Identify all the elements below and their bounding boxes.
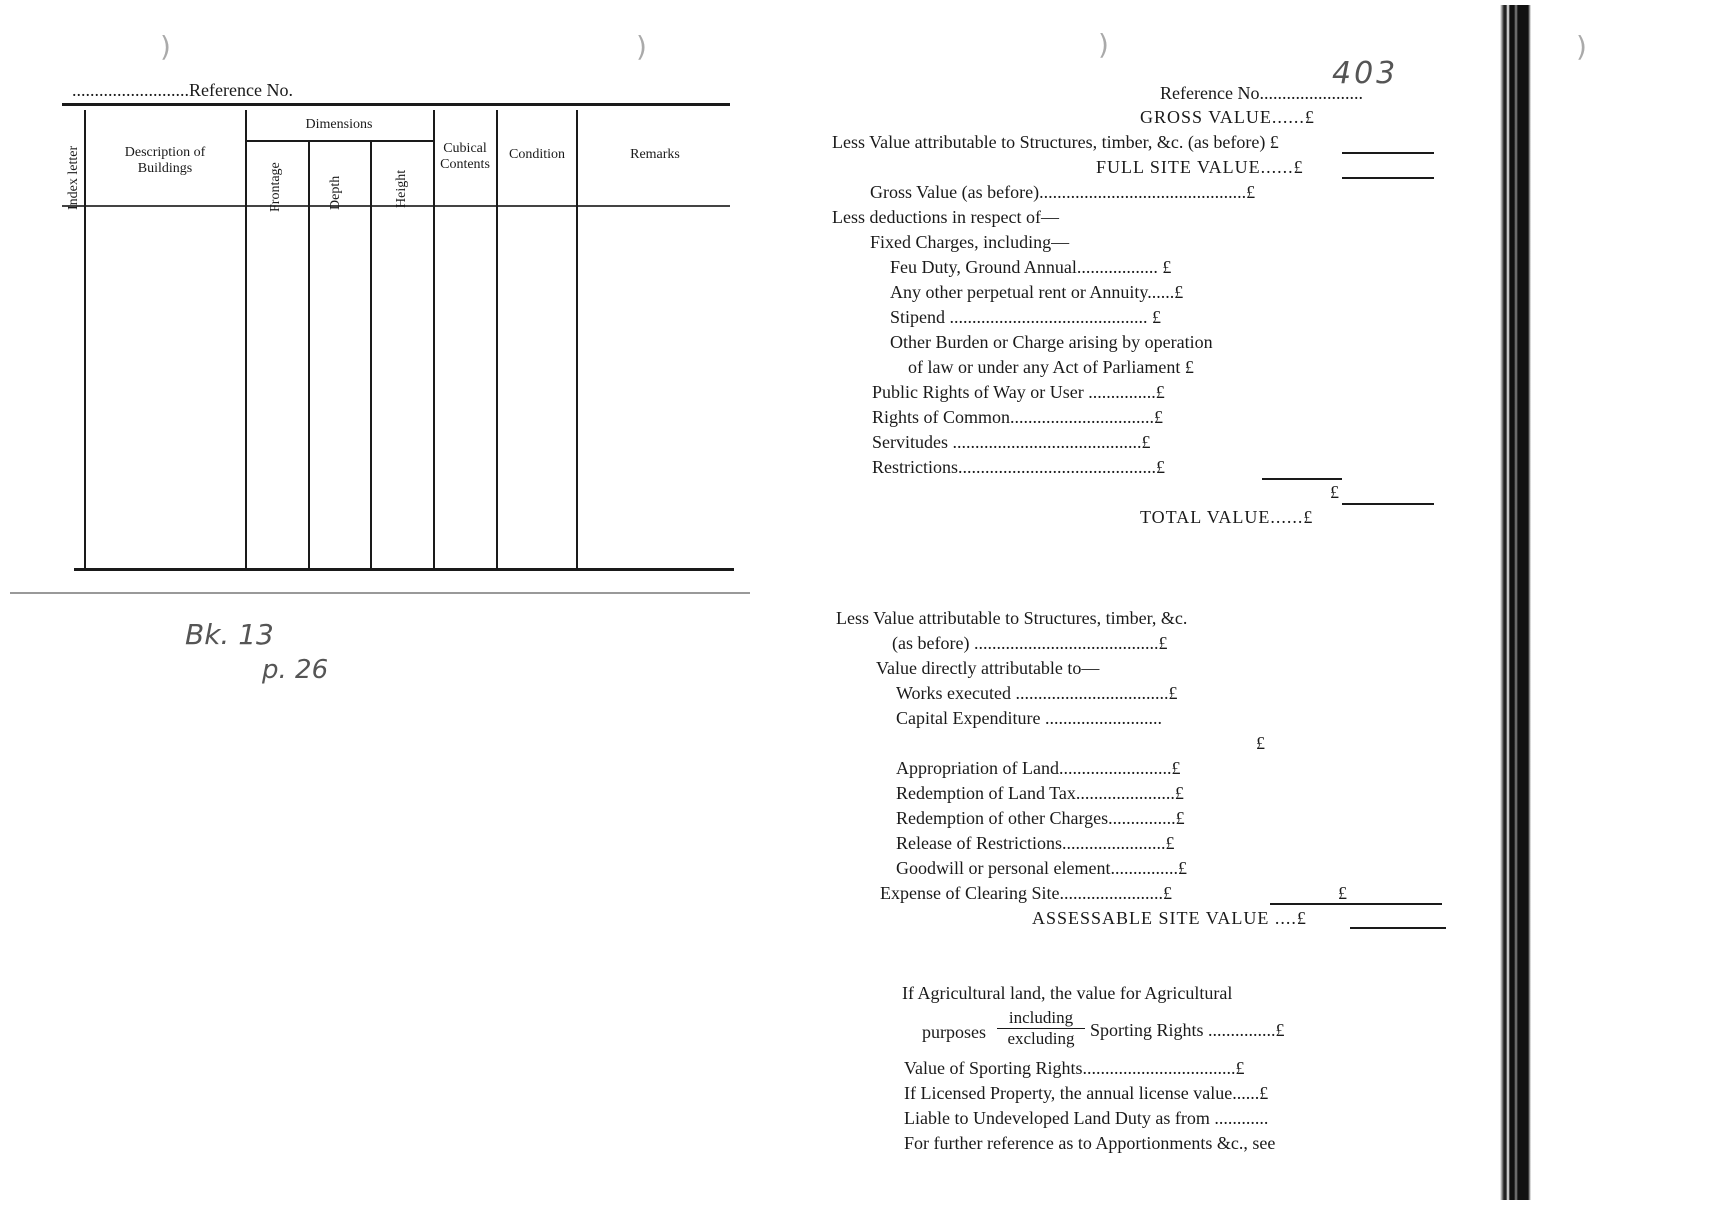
amount-rule — [1342, 503, 1434, 505]
restrictions-line: Restrictions............................................£ — [872, 457, 1165, 477]
including-excluding-fraction — [997, 1008, 1085, 1049]
full-site-value-line: FULL SITE VALUE......£ — [1096, 157, 1304, 177]
remarks-header: Remarks — [630, 147, 680, 162]
goodwill-line: Goodwill or personal element...............£ — [896, 858, 1187, 878]
stipend-line: Stipend ............................................ £ — [890, 307, 1162, 327]
other-burden-line-1: Other Burden or Charge arising by operation — [890, 332, 1213, 352]
left-reference-label: ..........................Reference No. — [72, 80, 293, 100]
redemption-tax-line: Redemption of Land Tax......................£ — [896, 783, 1184, 803]
condition-header: Condition — [508, 147, 565, 162]
release-restrictions-line: Release of Restrictions.......................£ — [896, 833, 1175, 853]
assessable-site-value-line: ASSESSABLE SITE VALUE ....£ — [1032, 908, 1307, 928]
right-reference-label: Reference No....................... — [1160, 83, 1363, 103]
table-bottom-rule — [74, 568, 734, 571]
less-structures-line: Less Value attributable to Structures, timber, &c. (as before) £ — [832, 132, 1279, 152]
sporting-rights-line: Sporting Rights ...............£ — [1090, 1020, 1285, 1040]
gross-value-line: GROSS VALUE......£ — [1140, 107, 1315, 127]
public-rights-line: Public Rights of Way or User ...............£ — [872, 382, 1165, 402]
punch-hole-mark: ) — [1098, 28, 1109, 61]
appropriation-line: Appropriation of Land.........................£ — [896, 758, 1181, 778]
description-header: Description of Buildings — [124, 145, 206, 176]
other-burden-line-2: of law or under any Act of Parliament £ — [908, 357, 1194, 377]
table-column-rule — [370, 140, 372, 570]
depth-header: Depth — [328, 175, 343, 210]
fixed-charges-line: Fixed Charges, including— — [870, 232, 1070, 252]
including-label: including — [997, 1008, 1085, 1029]
table-column-rule — [245, 110, 247, 570]
subtotal-rule — [1262, 478, 1342, 480]
total-value-line: TOTAL VALUE......£ — [1140, 507, 1314, 527]
table-column-rule — [84, 110, 86, 570]
table-column-rule — [576, 110, 578, 570]
excluding-label: excluding — [1007, 1029, 1075, 1048]
punch-hole-mark: ) — [1576, 30, 1587, 63]
amount-rule — [1270, 903, 1442, 905]
dimensions-header: Dimensions — [305, 117, 373, 132]
table-top-rule — [62, 103, 730, 106]
as-before-line: (as before) .........................................£ — [892, 633, 1168, 653]
less-structures-2-line: Less Value attributable to Structures, timber, &c. — [836, 608, 1188, 628]
purposes-label: purposes — [922, 1022, 986, 1042]
value-directly-line: Value directly attributable to— — [876, 658, 1100, 678]
further-reference-line: For further reference as to Apportionments &c., see — [904, 1133, 1276, 1153]
feu-duty-line: Feu Duty, Ground Annual.................. £ — [890, 257, 1172, 277]
amount-rule — [1342, 177, 1434, 179]
gross-value-before-line: Gross Value (as before)..............................................£ — [870, 182, 1256, 202]
agricultural-line: If Agricultural land, the value for Agricultural — [902, 983, 1233, 1003]
handwritten-book-note: Bk. 13 — [185, 618, 274, 651]
amount-rule — [1350, 927, 1446, 929]
punch-hole-mark: ) — [636, 30, 647, 63]
less-deductions-line: Less deductions in respect of— — [832, 207, 1059, 227]
handwritten-page-note: p. 26 — [262, 655, 329, 685]
frontage-header: Frontage — [268, 162, 283, 212]
sporting-value-line: Value of Sporting Rights..................................£ — [904, 1058, 1245, 1078]
handwritten-reference-number: 403 — [1332, 56, 1399, 91]
capital-pound: £ — [1256, 733, 1265, 753]
undeveloped-duty-line: Liable to Undeveloped Land Duty as from ............ — [904, 1108, 1269, 1128]
table-column-rule — [496, 110, 498, 570]
book-spine — [1500, 5, 1534, 1200]
index-letter-header: Index letter — [66, 145, 81, 210]
licensed-property-line: If Licensed Property, the annual license value......£ — [904, 1083, 1269, 1103]
servitudes-line: Servitudes ..........................................£ — [872, 432, 1151, 452]
rights-common-line: Rights of Common................................£ — [872, 407, 1164, 427]
table-column-rule — [308, 140, 310, 570]
height-header: Height — [394, 169, 409, 208]
table-column-rule — [433, 110, 435, 570]
perpetual-rent-line: Any other perpetual rent or Annuity......£ — [890, 282, 1184, 302]
amount-rule — [1342, 152, 1434, 154]
punch-hole-mark: ) — [160, 30, 171, 63]
works-executed-line: Works executed ..................................£ — [896, 683, 1178, 703]
subtotal-pound: £ — [1330, 482, 1339, 502]
clearing-site-line: Expense of Clearing Site.......................£ — [880, 883, 1172, 903]
cubical-contents-header: Cubical Contents — [440, 141, 490, 172]
redemption-other-line: Redemption of other Charges...............£ — [896, 808, 1185, 828]
clearing-pound: £ — [1338, 883, 1347, 903]
page-fold-line — [10, 592, 750, 594]
capital-expenditure-line: Capital Expenditure .......................... — [896, 708, 1162, 728]
